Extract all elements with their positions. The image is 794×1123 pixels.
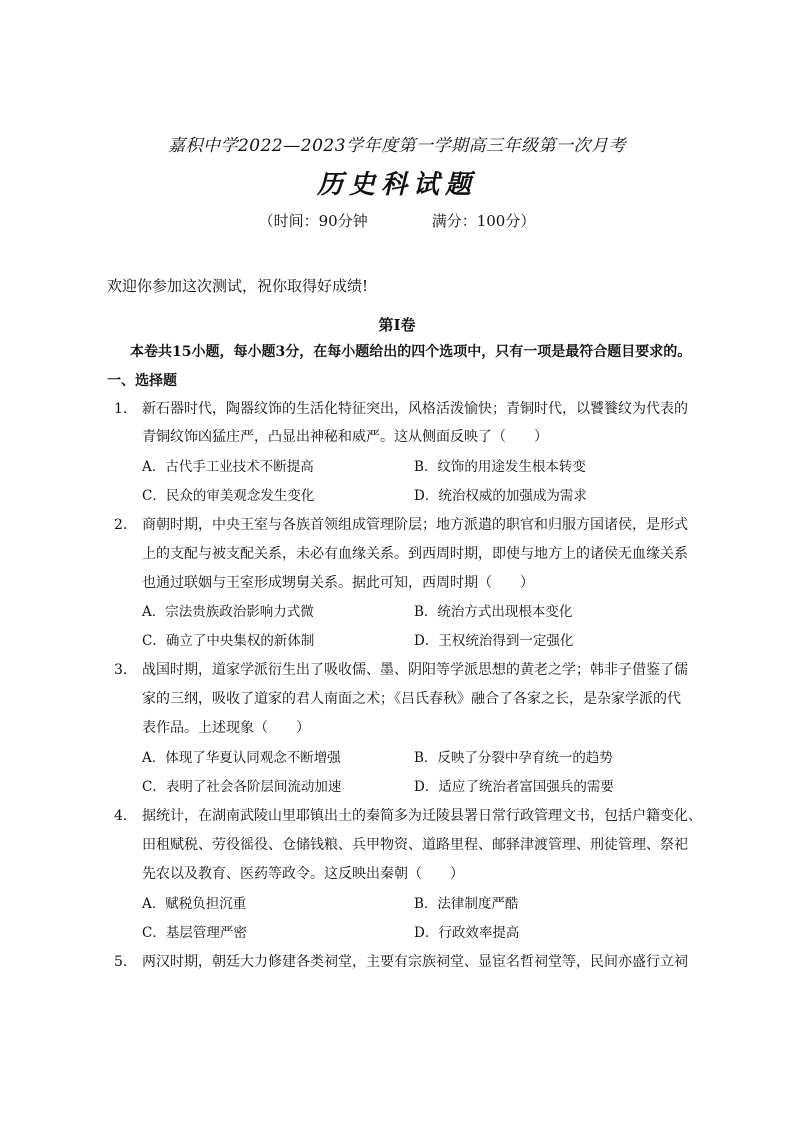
question-number: 3．: [114, 662, 137, 678]
question-1-option-a[interactable]: A．古代手工业技术不断提高: [142, 459, 314, 475]
question-number: 2．: [114, 517, 137, 533]
question-2-option-a[interactable]: A．宗法贵族政治影响力式微: [142, 604, 314, 620]
question-3-line-2: 家的三纲，吸收了道家的君人南面之术；《吕氏春秋》融合了各家之长，是杂家学派的代: [142, 691, 681, 707]
time-label: （时间：90分钟: [258, 212, 368, 230]
question-1-line-2: 青铜纹饰凶猛庄严，凸显出神秘和威严。这从侧面反映了（ ）: [142, 429, 548, 445]
section-heading: 一、选择题: [107, 373, 177, 389]
question-3-line-1: 3． 战国时期，道家学派衍生出了吸收儒、墨、阴阳等学派思想的黄老之学；韩非子借鉴了儒: [114, 662, 688, 678]
question-4-line-1: 4． 据统计，在湖南武陵山里耶镇出土的秦简多为迁陵县署日常行政管理文书，包括户籍变化、: [114, 808, 702, 824]
question-3-option-c[interactable]: C．表明了社会各阶层间流动加速: [142, 779, 342, 795]
question-3-line-3: 表作品。上述现象（ ）: [142, 720, 310, 736]
time-info: [0, 210, 794, 231]
welcome-text: 欢迎你参加这次测试，祝你取得好成绩!: [107, 277, 369, 295]
question-4-line-3: 先农以及教育、医药等政令。这反映出秦朝（ ）: [142, 866, 464, 882]
question-2-line-2: 上的支配与被支配关系，未必有血缘关系。到西周时期，即使与地方上的诸侯无血缘关系: [142, 546, 688, 562]
question-4-line-2: 田租赋税、劳役徭役、仓储钱粮、兵甲物资、道路里程、邮驿津渡管理、刑徒管理、祭祀: [142, 837, 688, 853]
question-3-option-b[interactable]: B．反映了分裂中孕育统一的趋势: [414, 750, 613, 766]
question-2-option-d[interactable]: D．王权统治得到一定强化: [414, 633, 574, 649]
question-4-option-d[interactable]: D．行政效率提高: [414, 925, 520, 941]
question-number: 1．: [114, 401, 137, 417]
question-5-line-1: 5． 两汉时期，朝廷大力修建各类祠堂，主要有宗族祠堂、显宦名哲祠堂等，民间亦盛行立祠: [114, 954, 688, 970]
score-label: 满分：100分）: [431, 212, 536, 230]
exam-title: 嘉积中学2022—2023学年度第一学期高三年级第一次月考: [167, 136, 627, 156]
subject-title: 历史科试题: [316, 170, 477, 200]
question-2-line-3: 也通过联姻与王室形成甥舅关系。据此可知，西周时期（ ）: [142, 575, 534, 591]
question-1-option-c[interactable]: C．民众的审美观念发生变化: [142, 488, 315, 504]
question-4-option-b[interactable]: B．法律制度严酷: [414, 896, 519, 912]
question-2-option-c[interactable]: C．确立了中央集权的新体制: [142, 633, 315, 649]
question-4-option-c[interactable]: C．基层管理严密: [142, 925, 247, 941]
question-2-line-1: 2． 商朝时期，中央王室与各族首领组成管理阶层；地方派遣的职官和归服方国诸侯，是形式: [114, 517, 688, 533]
instruction-text: 本卷共15小题，每小题3分，在每小题给出的四个选项中，只有一项是最符合题目要求的。: [130, 344, 692, 360]
question-number: 4．: [114, 808, 137, 824]
question-3-option-a[interactable]: A．体现了华夏认同观念不断增强: [142, 750, 341, 766]
volume-heading: 第Ⅰ卷: [378, 316, 416, 334]
question-1-option-b[interactable]: B．纹饰的用途发生根本转变: [414, 459, 586, 475]
question-1-line-1: 1． 新石器时代，陶器纹饰的生活化特征突出，风格活泼愉快；青铜时代，以饕餮纹为代表的: [114, 401, 688, 417]
question-number: 5．: [114, 954, 137, 970]
question-2-option-b[interactable]: B．统治方式出现根本变化: [414, 604, 573, 620]
question-1-option-d[interactable]: D．统治权威的加强成为需求: [414, 488, 587, 504]
question-4-option-a[interactable]: A．赋税负担沉重: [142, 896, 247, 912]
question-3-option-d[interactable]: D．适应了统治者富国强兵的需要: [414, 779, 614, 795]
